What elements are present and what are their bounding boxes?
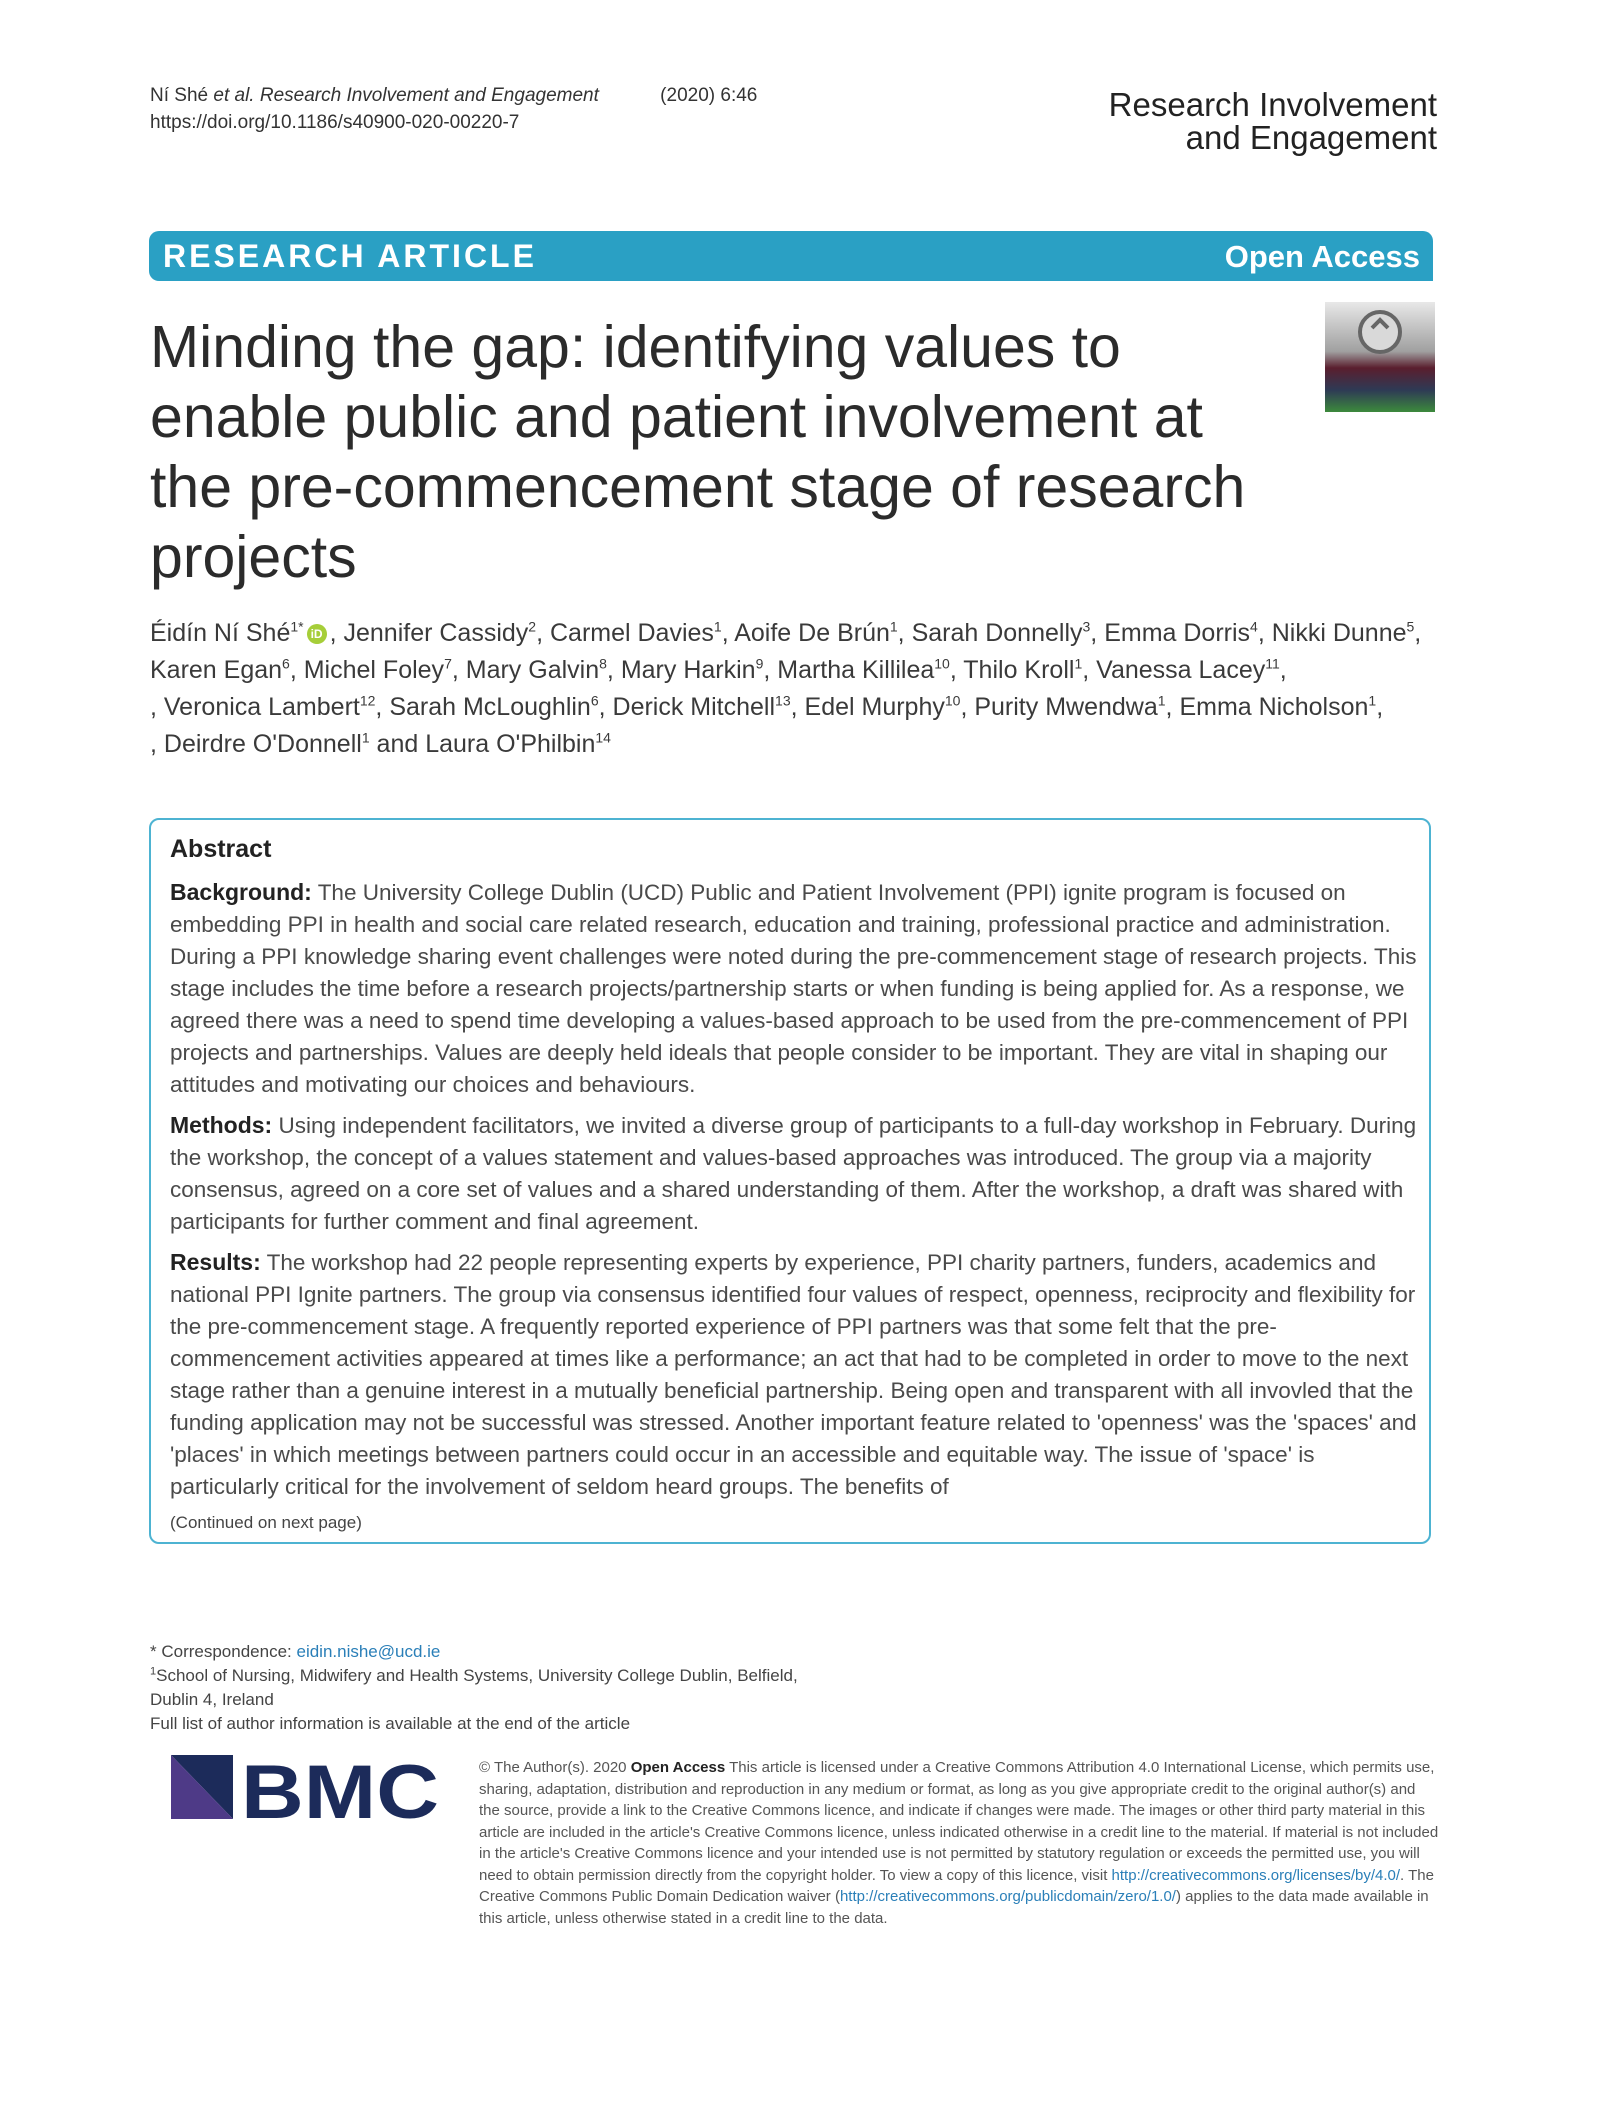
journal-citation: et al. Research Involvement and Engagement [213, 85, 599, 106]
abstract-heading: Abstract [170, 835, 272, 863]
running-header [150, 82, 757, 136]
footnotes [150, 1640, 850, 1736]
cc-by-license-link[interactable]: http://creativecommons.org/licenses/by/4.0/ [1111, 1866, 1401, 1884]
author-list: Éidín Ní Shé$^{1*}$ iD , Jennifer Cassidy$^2$, Carmel Davies$^1$, Aoife De Brún$^1$, Sarah Donnelly$^3$, Emma Dorris$^4$, Nikki Dunne$^5$, Karen Egan$^6$, Michel Foley$^7$, Mary Galvin$^8$, Mary Harkin$^9$, Martha Killilea$^{10}$, Thilo Kroll$^1$, Vanessa Lacey$^{11}$, , Veronica Lambert$^{12}$, Sarah McLoughlin$^6$, Derick Mitchell$^{13}$, Edel Murphy$^{10}$, Purity Mwendwa$^1$, Emma Nicholson$^1$, , Deirdre O'Donnell$^1$ and Laura O'Philbin$^{14}$ [150, 618, 1422, 758]
correspondence-email-link[interactable]: eidin.nishe@ucd.ie [296, 1642, 441, 1661]
cc-zero-waiver-link[interactable]: http://creativecommons.org/publicdomain/zero/1.0/ [839, 1888, 1176, 1905]
orcid-icon[interactable]: iD [307, 624, 327, 644]
open-access-label: Open Access [1224, 239, 1420, 274]
abstract-box [149, 818, 1431, 1544]
abstract-methods: Methods: Using independent facilitators, we invited a diverse group of participants to a full-day workshop in February. During the workshop, the concept of a values statement and values-based approaches was introduced. The group via a majority consensus, agreed on a core set of values and a shared understanding of them. After the workshop, a draft was shared with participants for further comment and final agreement. [170, 1112, 1417, 1234]
abstract-content [170, 832, 1420, 1535]
abstract-background: Background: The University College Dublin (UCD) Public and Patient Involvement (PPI) ignite program is focused on embedding PPI in health and social care related research, education and training, professional practice and administration. During a PPI knowledge sharing event challenges were noted during the pre-commencement stage of research projects. This stage includes the time before a research projects/partnership starts or when funding is being applied for. As a response, we agreed there was a need to spend time developing a values-based approach to be used from the pre-commencement of PPI projects and partnerships. Values are deeply held ideals that people consider to be important. They are vital in shaping our attitudes and motivating our choices and behaviours. [170, 879, 1417, 1097]
bmc-logo [171, 1755, 443, 1827]
year-volume: (2020) 6:46 [660, 85, 758, 106]
citation-line: Ní Shé et al. Research Involvement and Engagement (2020) 6:46 [150, 82, 757, 109]
full-author-info-note: Full list of author information is available at the end of the article [150, 1714, 631, 1733]
abstract-results: Results: The workshop had 22 people representing experts by experience, PPI charity partners, funders, academics and national PPI Ignite partners. The group via consensus identified four values of respect, openness, reciprocity and flexibility for the pre-commencement stage. A frequently reported experience of PPI partners was that some felt that the pre-commencement activities appeared at times like a performance; an act that had to be completed in order to move to the next stage rather than a genuine interest in a mutually beneficial partnership. Being open and transparent with all invovled that the funding application may not be successful was stressed. Another important feature related to 'openness' was the 'spaces' and 'places' in which meetings between partners could occur in an accessible and equitable way. The issue of 'space' is particularly critical for the involvement of seldom heard groups. The benefits of [170, 1249, 1417, 1499]
doi-link[interactable]: https://doi.org/10.1186/s40900-020-00220-7 [150, 112, 520, 133]
article-type-banner [149, 231, 1433, 281]
article-type-label: RESEARCH ARTICLE [163, 238, 537, 274]
article-title: Minding the gap: identifying values to enable public and patient involvement at the pre-commencement stage of research projects [150, 314, 1246, 590]
journal-name: Research Involvement and Engagement [1108, 86, 1437, 156]
check-for-updates-icon[interactable] [1325, 302, 1435, 412]
correspondence: * Correspondence: eidin.nishe@ucd.ie [150, 1642, 441, 1661]
affiliation: $^1$School of Nursing, Midwifery and Health Systems, University College Dublin, Belfield, Dublin 4, Ireland [150, 1665, 798, 1709]
continued-note: (Continued on next page) [170, 1513, 362, 1532]
license-statement: © The Author(s). 2020 Open Access This article is licensed under a Creative Commons Attribution 4.0 International License, which permits use, sharing, adaptation, distribution and reproduction in any medium or format, as long as you give appropriate credit to the original author(s) and the source, provide a link to the Creative Commons licence, and indicate if changes were made. The images or other third party material in this article are included in the article's Creative Commons licence, unless indicated otherwise in a credit line to the material. If material is not included in the article's Creative Commons licence and your intended use is not permitted by statutory regulation or exceeds the permitted use, you will need to obtain permission directly from the copyright holder. To view a copy of this licence, visit http://creativecommons.org/licenses/by/4.0/. The Creative Commons Public Domain Dedication waiver (http://creativecommons.org/publicdomain/zero/1.0/) applies to the data made available in this article, unless otherwise stated in a credit line to the data. [479, 1759, 1439, 1927]
bmc-logo-text: BMC [241, 1755, 439, 1827]
